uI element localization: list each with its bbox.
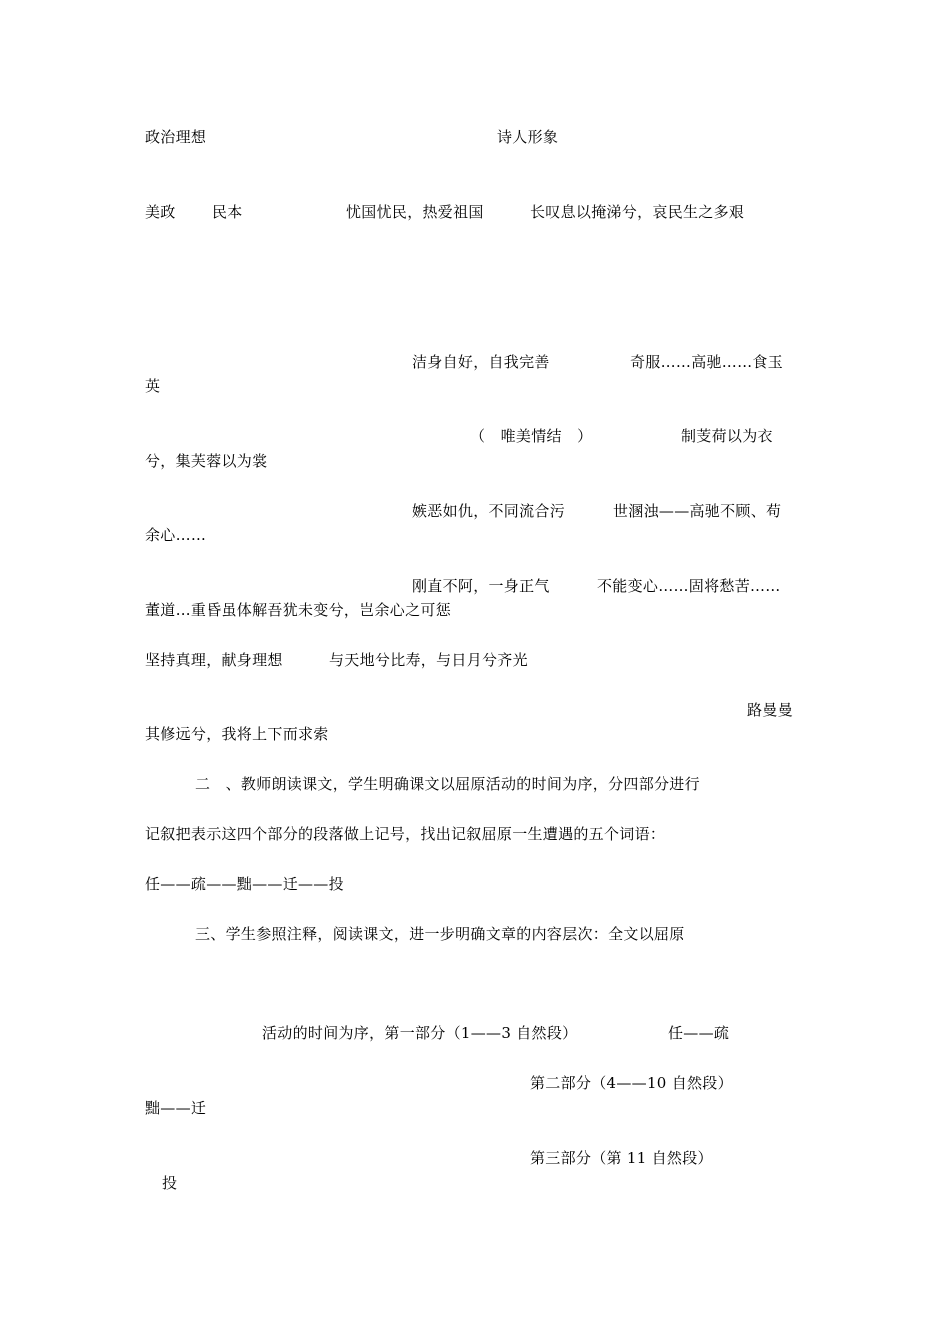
part-one-label: 活动的时间为序，第一部分（1——3 自然段） — [262, 1024, 578, 1042]
cell-quote-turbid-world: 世溷浊——高驰不顾、苟 — [613, 502, 782, 520]
part-three-label: 第三部分（第 11 自然段） — [530, 1149, 713, 1167]
cell-quote-strange-clothes: 奇服……高驰……食玉 — [630, 353, 784, 371]
cell-quote-turbid-world-cont: 余心…… — [145, 526, 207, 544]
cell-hate-evil: 嫉恶如仇，不同流合污 — [412, 502, 566, 520]
part-two-words: 黜——迁 — [145, 1099, 207, 1117]
five-words-sequence: 任——疏——黜——迁——投 — [145, 875, 344, 893]
cell-quote-unchanging: 不能变心……固将愁苦…… — [597, 577, 781, 595]
part-two-label: 第二部分（4——10 自然段） — [530, 1074, 733, 1092]
heading-political-ideal: 政治理想 — [145, 128, 207, 146]
cell-quote-strange-clothes-cont: 英 — [145, 377, 161, 395]
cell-quote-lotus-cont: 兮，集芙蓉以为裳 — [145, 452, 268, 470]
cell-persist-truth: 坚持真理，献身理想 — [145, 651, 283, 669]
cell-quote-sigh: 长叹息以掩涕兮，哀民生之多艰 — [530, 203, 745, 221]
cell-patriotism: 忧国忧民，热爱祖国 — [346, 203, 484, 221]
cell-quote-long-road-cont: 其修远兮，我将上下而求索 — [145, 725, 329, 743]
cell-quote-heaven-earth: 与天地兮比寿，与日月兮齐光 — [329, 651, 528, 669]
cell-meizheng: 美政 — [145, 203, 176, 221]
cell-quote-lotus: 制芰荷以为衣 — [681, 427, 773, 445]
paragraph-section-two-cont: 记叙把表示这四个部分的段落做上记号，找出记叙屈原一生遭遇的五个词语： — [145, 825, 666, 843]
paragraph-section-three: 三、学生参照注释，阅读课文，进一步明确文章的内容层次：全文以屈原 — [195, 925, 685, 943]
cell-upright: 刚直不阿，一身正气 — [412, 577, 550, 595]
part-one-words: 任——疏 — [668, 1024, 730, 1042]
part-three-words: 投 — [162, 1174, 178, 1192]
cell-self-cultivation: 洁身自好，自我完善 — [412, 353, 550, 371]
heading-poet-image: 诗人形象 — [497, 128, 559, 146]
cell-quote-unchanging-cont: 董道…重昏虽体解吾犹未变兮，岂余心之可惩 — [145, 601, 452, 619]
cell-aesthetic-complex: （ 唯美情结 ） — [470, 427, 593, 445]
cell-minben: 民本 — [212, 203, 243, 221]
cell-quote-long-road: 路曼曼 — [747, 701, 793, 719]
paragraph-section-two: 二 、教师朗读课文，学生明确课文以屈原活动的时间为序，分四部分进行 — [195, 775, 700, 793]
